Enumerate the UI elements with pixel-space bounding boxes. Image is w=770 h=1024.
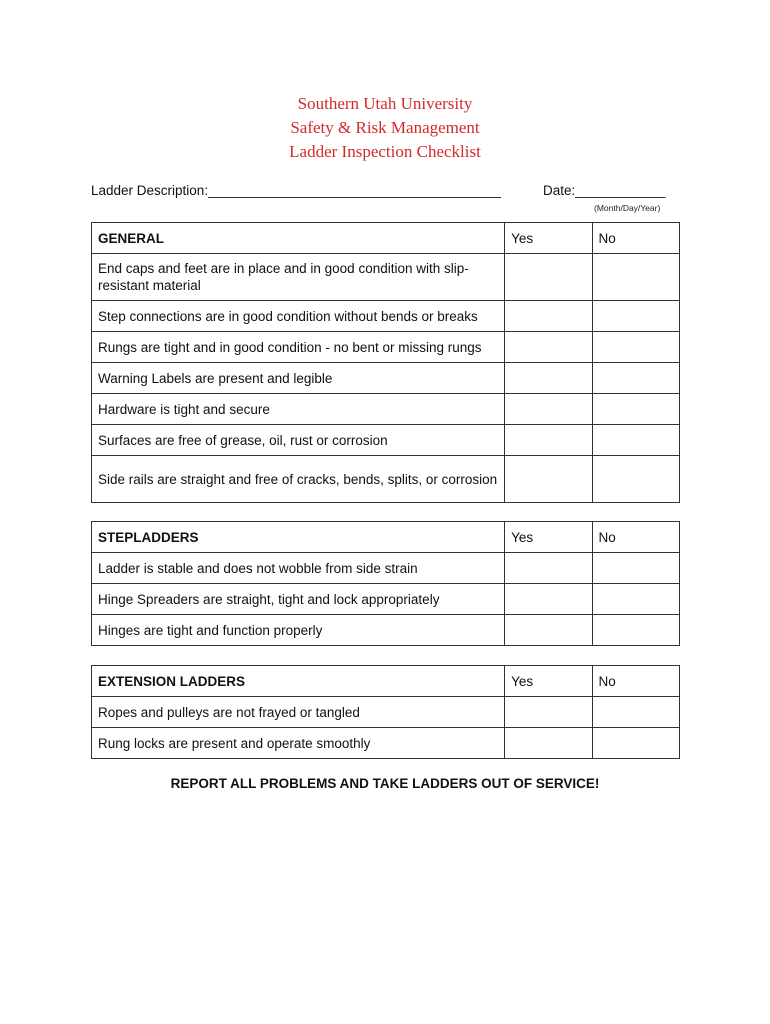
- no-column-header: No: [592, 522, 679, 553]
- no-checkbox-cell[interactable]: [592, 697, 679, 728]
- no-column-header: No: [592, 666, 679, 697]
- no-checkbox-cell[interactable]: [592, 301, 679, 332]
- university-name: Southern Utah University: [297, 94, 473, 113]
- table-row: [92, 254, 680, 301]
- date-field[interactable]: Date:____________: [543, 183, 666, 198]
- table-row: [92, 728, 680, 759]
- yes-column-header: Yes: [505, 223, 592, 254]
- yes-checkbox-cell[interactable]: [505, 332, 592, 363]
- extension-ladders-table: [91, 665, 680, 759]
- yes-checkbox-cell[interactable]: [505, 456, 592, 503]
- yes-checkbox-cell[interactable]: [505, 363, 592, 394]
- no-checkbox-cell[interactable]: [592, 728, 679, 759]
- checklist-item: Hinges are tight and function properly: [92, 615, 505, 646]
- no-checkbox-cell[interactable]: [592, 363, 679, 394]
- stepladders-table: [91, 521, 680, 646]
- general-table: [91, 222, 680, 503]
- checklist-title: Ladder Inspection Checklist: [289, 142, 481, 161]
- no-checkbox-cell[interactable]: [592, 425, 679, 456]
- yes-checkbox-cell[interactable]: [505, 584, 592, 615]
- ladder-description-field[interactable]: Ladder Description:_______________________________________: [91, 183, 501, 198]
- table-row: [92, 553, 680, 584]
- table-header-row: [92, 223, 680, 254]
- table-row: [92, 584, 680, 615]
- yes-checkbox-cell[interactable]: [505, 615, 592, 646]
- checklist-item: Rung locks are present and operate smoothly: [92, 728, 505, 759]
- table-row: [92, 456, 680, 503]
- table-row: [92, 425, 680, 456]
- table-row: [92, 301, 680, 332]
- table-header-row: [92, 666, 680, 697]
- no-checkbox-cell[interactable]: [592, 456, 679, 503]
- table-row: [92, 363, 680, 394]
- table-row: [92, 332, 680, 363]
- checklist-item: Step connections are in good condition without bends or breaks: [92, 301, 505, 332]
- document-title: [0, 92, 770, 164]
- yes-checkbox-cell[interactable]: [505, 728, 592, 759]
- yes-checkbox-cell[interactable]: [505, 394, 592, 425]
- yes-checkbox-cell[interactable]: [505, 301, 592, 332]
- footer-warning: REPORT ALL PROBLEMS AND TAKE LADDERS OUT OF SERVICE!: [170, 776, 600, 791]
- no-checkbox-cell[interactable]: [592, 553, 679, 584]
- checklist-item: Ropes and pulleys are not frayed or tangled: [92, 697, 505, 728]
- no-checkbox-cell[interactable]: [592, 615, 679, 646]
- table-row: [92, 615, 680, 646]
- yes-checkbox-cell[interactable]: [505, 553, 592, 584]
- table-row: [92, 697, 680, 728]
- checklist-item: Side rails are straight and free of cracks, bends, splits, or corrosion: [92, 456, 505, 503]
- date-format-hint: (Month/Day/Year): [594, 203, 661, 213]
- yes-column-header: Yes: [505, 522, 592, 553]
- no-checkbox-cell[interactable]: [592, 254, 679, 301]
- table-row: [92, 394, 680, 425]
- checklist-item: Hardware is tight and secure: [92, 394, 505, 425]
- table-header-row: [92, 522, 680, 553]
- stepladders-heading: STEPLADDERS: [92, 522, 505, 553]
- no-checkbox-cell[interactable]: [592, 394, 679, 425]
- checklist-item: End caps and feet are in place and in good condition with slip-resistant material: [92, 254, 505, 301]
- no-checkbox-cell[interactable]: [592, 584, 679, 615]
- yes-column-header: Yes: [505, 666, 592, 697]
- yes-checkbox-cell[interactable]: [505, 425, 592, 456]
- checklist-item: Surfaces are free of grease, oil, rust or corrosion: [92, 425, 505, 456]
- checklist-item: Ladder is stable and does not wobble from side strain: [92, 553, 505, 584]
- no-column-header: No: [592, 223, 679, 254]
- yes-checkbox-cell[interactable]: [505, 254, 592, 301]
- department-name: Safety & Risk Management: [290, 118, 480, 137]
- checklist-item: Hinge Spreaders are straight, tight and lock appropriately: [92, 584, 505, 615]
- no-checkbox-cell[interactable]: [592, 332, 679, 363]
- general-heading: GENERAL: [92, 223, 505, 254]
- extension-ladders-heading: EXTENSION LADDERS: [92, 666, 505, 697]
- yes-checkbox-cell[interactable]: [505, 697, 592, 728]
- checklist-item: Warning Labels are present and legible: [92, 363, 505, 394]
- checklist-item: Rungs are tight and in good condition - no bent or missing rungs: [92, 332, 505, 363]
